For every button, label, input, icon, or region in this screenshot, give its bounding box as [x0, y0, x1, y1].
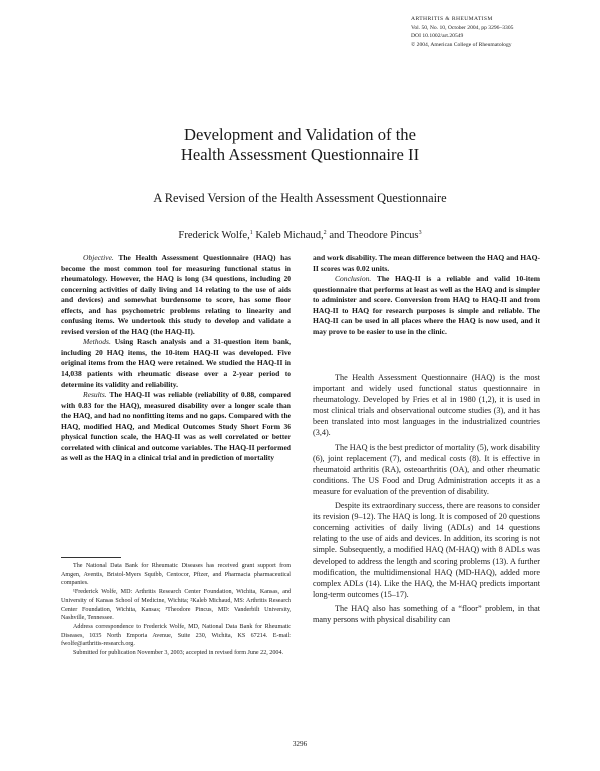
results-label: Results.: [83, 390, 107, 400]
copyright: © 2004, American College of Rheumatology: [411, 41, 512, 48]
methods-label: Methods.: [83, 337, 111, 347]
affiliations-note: ¹Frederick Wolfe, MD: Arthritis Research Center Foundation, Wichita, Kansas, and University of Kansas School of Medicine, Wichita; ²Kaleb Michaud, MS: Arthritis Research Center Foundation, Wichita, Kansas; ³Theodore Pincus, MD: Vanderbilt University, Nashville, Tennessee.: [61, 589, 291, 622]
author-affiliation-mark: 3: [418, 230, 422, 236]
doi: DOI 10.1002/art.20549: [411, 33, 464, 40]
title-line-1: Development and Validation of the: [184, 125, 416, 144]
author-affiliation-mark: 2: [323, 230, 327, 236]
objective-text: The Health Assessment Questionnaire (HAQ) has become the most common tool for measuring functional status in rheumatology. However, the HAQ is long (34 questions, including 20 concerning activities of daily living and 14 relating to the use of aids and devices) and somewhat burdensome to score, has some floor effects, and has psychometric problems relating to linearity and confusing items. We undertook this study to develop and validate a revised version of the HAQ (the HAQ-II).: [61, 253, 291, 336]
abstract-left-column: [61, 253, 291, 464]
abstract-conclusion: [313, 274, 540, 337]
results-text: The HAQ-II was reliable (reliability of 0.88, compared with 0.83 for the HAQ), measured disability over a longer scale than the HAQ, and had no nonfitting items and no gaps. Compared with the HAQ, modified HAQ, and Medical Outcomes Study Short Form 36 physical function scale, the HAQ-II was as well correlated or better correlated with clinical and outcome variables. The HAQ-II performed as well as the HAQ in a clinical trial and in prediction of mortality: [61, 390, 291, 463]
methods-text: Using Rasch analysis and a 31-question item bank, including 20 HAQ items, the 10-item HAQ-II was developed. Five original items from the HAQ were retained. We studied the HAQ-II in 14,038 patients with rheumatic disease over a 2-year period to determine its validity and reliability.: [61, 337, 291, 389]
body-text-column: [313, 372, 540, 625]
article-subtitle: A Revised Version of the Health Assessment Questionnaire: [153, 191, 447, 205]
correspondence-note: Address correspondence to Frederick Wolfe, MD, National Data Bank for Rheumatic Diseases, 1035 North Emporia Avenue, Suite 230, Wichita, KS 67214. E-mail: fwolfe@arthritis-research.org.: [61, 623, 291, 648]
body-paragraph-3: Despite its extraordinary success, there are reasons to consider its revision (9–12). The HAQ is long. It is composed of 20 questions concerning activities of daily living (ADLs) and 14 questions relating to the use of aids and devices. In addition, its scoring is not simple. Subsequently, a modified HAQ (M-HAQ) with 8 ADLs was developed to address the length and scoring problems (13). A further modification, the multidimensional HAQ (MD-HAQ), added more complex ADLs (14). Like the HAQ, the M-HAQ predicts important long-term outcomes (15–17).: [313, 501, 540, 599]
author-list: [0, 230, 600, 241]
submission-note: Submitted for publication November 3, 2003; accepted in revised form June 22, 2004.: [73, 650, 284, 657]
masthead: [411, 15, 591, 49]
author-name: Kaleb Michaud,: [255, 230, 324, 241]
abstract-results-continued: and work disability. The mean difference between the HAQ and HAQ-II scores was 0.02 units.: [313, 253, 540, 273]
body-paragraph-4: The HAQ also has something of a “floor” problem, in that many persons with physical disability can: [313, 603, 540, 624]
funding-note: The National Data Bank for Rheumatic Diseases has received grant support from Amgen, Aventis, Bristol-Myers Squibb, Centocor, Pfizer, and Pharmacia pharmaceutical companies.: [61, 563, 291, 587]
body-paragraph-2: The HAQ is the best predictor of mortality (5), work disability (6), joint replacement (7), and medical costs (8). It is effective in rheumatoid arthritis (RA), osteoarthritis (OA), and other rheumatic conditions. The US Food and Drug Administration accepts it as a measure for evaluation of the prevention of disability.: [313, 442, 540, 496]
footnotes: [61, 562, 291, 658]
footnote-divider: [61, 557, 121, 558]
abstract-results: [61, 390, 291, 464]
author-name: Frederick Wolfe,: [178, 230, 250, 241]
abstract-methods: [61, 337, 291, 390]
journal-name: ARTHRITIS & RHEUMATISM: [411, 16, 493, 22]
title-line-2: Health Assessment Questionnaire II: [180, 145, 420, 164]
conclusion-text: The HAQ-II is a reliable and valid 10-item questionnaire that performs at least as well as the HAQ and is simpler to administer and score. Conversion from HAQ to HAQ-II and from HAQ-II to HAQ for research purposes is simple and reliable. The HAQ-II can be used in all places where the HAQ is now used, and it may prove to be easier to use in the clinic.: [313, 274, 540, 336]
article-title: [0, 125, 600, 165]
page-number: 3296: [292, 740, 308, 748]
author-name: and Theodore Pincus: [329, 230, 419, 241]
abstract-right-column: [313, 253, 540, 337]
objective-label: Objective.: [83, 253, 114, 262]
body-paragraph-1: The Health Assessment Questionnaire (HAQ) is the most important and widely used functional status questionnaire in rheumatology. Developed by Fries et al in 1980 (1,2), it is used in most clinical trials and observational outcome studies (3), and it has been translated into most languages in the industrialized countries (3,4).: [313, 373, 540, 438]
abstract-objective: [61, 253, 291, 337]
author-affiliation-mark: 1: [249, 230, 253, 236]
journal-volume: Vol. 50, No. 10, October 2004, pp 3296–3305: [411, 24, 514, 31]
conclusion-label: Conclusion.: [335, 274, 372, 284]
